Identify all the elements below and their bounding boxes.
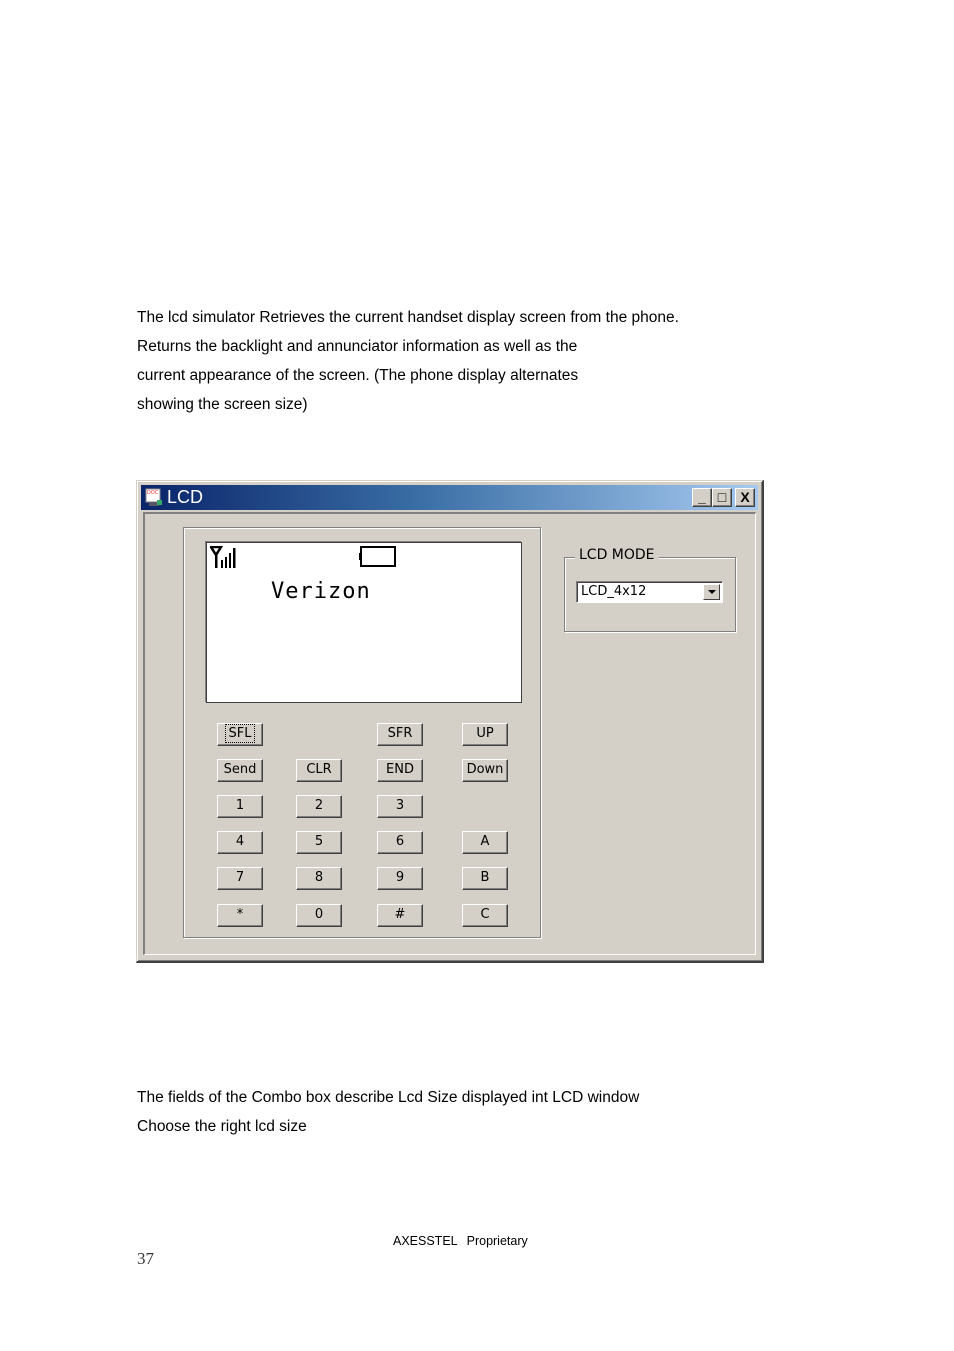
key-label: C [480,907,490,922]
footer-text: AXESSTEL Proprietary [393,1234,528,1248]
battery-icon [358,546,398,568]
key-sfl[interactable] [217,723,263,746]
doc-app-icon [145,488,163,507]
key-a[interactable] [462,831,508,854]
key-6[interactable] [377,831,423,854]
lcd-mode-combobox[interactable] [576,581,723,603]
key-8[interactable] [296,867,342,890]
key-label: A [480,834,490,849]
key-b[interactable] [462,867,508,890]
maximize-icon: □ [717,489,727,505]
key-label: SFR [387,726,413,741]
description-paragraph [137,1083,639,1141]
key-label: * [236,907,244,922]
carrier-text: Verizon [271,579,371,604]
key-clr[interactable] [296,759,342,782]
key-hash[interactable] [377,904,423,927]
key-9[interactable] [377,867,423,890]
chevron-down-icon[interactable] [703,584,720,600]
key-label: 5 [314,834,324,849]
intro-paragraph [137,303,679,419]
key-label: 3 [395,798,405,813]
key-1[interactable] [217,795,263,818]
key-2[interactable] [296,795,342,818]
key-7[interactable] [217,867,263,890]
key-label: 8 [314,870,324,885]
window-title: LCD [167,487,204,507]
key-5[interactable] [296,831,342,854]
lcd-screen [206,542,522,703]
key-label: 6 [395,834,405,849]
intro-line: The lcd simulator Retrieves the current handset display screen from the phone. [137,309,679,326]
intro-line: current appearance of the screen. (The phone display alternates [137,367,579,384]
key-down[interactable] [462,759,508,782]
maximize-button[interactable] [712,488,732,507]
title-bar[interactable] [141,485,758,510]
key-label: 2 [314,798,324,813]
key-label: 7 [235,870,245,885]
key-up[interactable] [462,723,508,746]
key-label: Send [223,762,257,777]
key-label: 9 [395,870,405,885]
page-number: 37 [137,1249,154,1268]
key-label: B [480,870,490,885]
svg-text:DOC: DOC [147,490,159,496]
minimize-button[interactable] [692,488,712,507]
key-end[interactable] [377,759,423,782]
key-label: 0 [314,907,324,922]
key-star[interactable] [217,904,263,927]
description-line: Choose the right lcd size [137,1118,307,1135]
minimize-icon: _ [698,489,706,505]
lcd-mode-label: LCD MODE [575,547,659,563]
close-icon: X [740,489,750,505]
key-c[interactable] [462,904,508,927]
key-label: 4 [235,834,245,849]
intro-line: showing the screen size) [137,396,308,413]
signal-strength-icon [210,546,246,570]
key-0[interactable] [296,904,342,927]
lcd-mode-selected-value: LCD_4x12 [581,584,647,599]
key-label: SFL [228,726,252,741]
key-label: Down [466,762,504,777]
key-label: # [394,907,406,922]
description-line: The fields of the Combo box describe Lcd Size displayed int LCD window [137,1089,640,1106]
key-label: CLR [306,762,332,777]
intro-line: Returns the backlight and annunciator information as well as the [137,338,578,355]
key-send[interactable] [217,759,263,782]
key-sfr[interactable] [377,723,423,746]
key-label: END [386,762,414,777]
key-3[interactable] [377,795,423,818]
key-4[interactable] [217,831,263,854]
key-label: 1 [235,798,245,813]
key-label: UP [476,726,494,741]
close-button[interactable] [735,488,755,507]
